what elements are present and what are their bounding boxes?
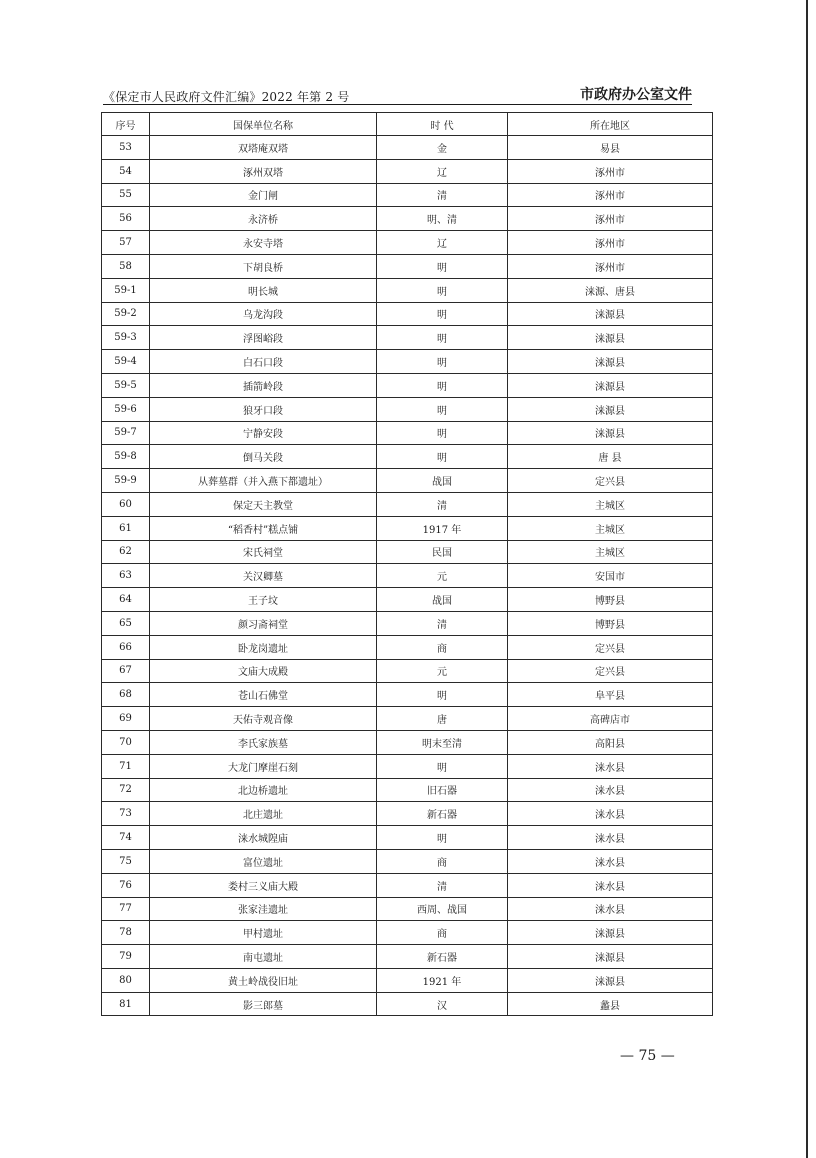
cell-number: 70 xyxy=(102,730,150,754)
cell-location: 涞水县 xyxy=(508,897,713,921)
table-row xyxy=(102,445,713,469)
cell-number: 72 xyxy=(102,778,150,802)
header-rule xyxy=(103,104,692,105)
cell-number: 53 xyxy=(102,136,150,160)
table-row xyxy=(102,516,713,540)
table-row xyxy=(102,397,713,421)
table-row xyxy=(102,659,713,683)
table-row xyxy=(102,588,713,612)
cell-number: 69 xyxy=(102,707,150,731)
cell-site-name: 乌龙沟段 xyxy=(150,302,377,326)
table-row xyxy=(102,207,713,231)
cell-era: 辽 xyxy=(377,159,508,183)
table-row xyxy=(102,159,713,183)
cell-location: 定兴县 xyxy=(508,635,713,659)
table-row xyxy=(102,897,713,921)
table-row xyxy=(102,754,713,778)
table-row xyxy=(102,183,713,207)
cell-number: 65 xyxy=(102,611,150,635)
page-edge-line xyxy=(806,0,808,1158)
cell-number: 57 xyxy=(102,231,150,255)
cell-number: 59-1 xyxy=(102,278,150,302)
table-row xyxy=(102,683,713,707)
cell-site-name: 富位遗址 xyxy=(150,849,377,873)
cell-location: 高碑店市 xyxy=(508,707,713,731)
cell-number: 59-4 xyxy=(102,350,150,374)
cell-era: 西周、战国 xyxy=(377,897,508,921)
cell-site-name: 张家洼遗址 xyxy=(150,897,377,921)
cell-era: 清 xyxy=(377,873,508,897)
cell-era: 清 xyxy=(377,183,508,207)
cell-location: 高阳县 xyxy=(508,730,713,754)
cell-location: 涞源县 xyxy=(508,968,713,992)
cell-era: 明 xyxy=(377,302,508,326)
cell-number: 54 xyxy=(102,159,150,183)
cell-site-name: 宋氏祠堂 xyxy=(150,540,377,564)
page-number: — 75 — xyxy=(620,1048,675,1064)
cell-era: 元 xyxy=(377,564,508,588)
table-row xyxy=(102,492,713,516)
cell-location: 博野县 xyxy=(508,588,713,612)
publication-title: 《保定市人民政府文件汇编》2022 年第 2 号 xyxy=(103,90,350,104)
cell-number: 59-2 xyxy=(102,302,150,326)
column-header-location: 所在地区 xyxy=(508,113,713,136)
cell-location: 涞水县 xyxy=(508,873,713,897)
cell-era: 1921 年 xyxy=(377,968,508,992)
table-row xyxy=(102,350,713,374)
cell-era: 明 xyxy=(377,326,508,350)
cell-location: 安国市 xyxy=(508,564,713,588)
table-row xyxy=(102,778,713,802)
cell-location: 涿州市 xyxy=(508,254,713,278)
table-row xyxy=(102,564,713,588)
table-row xyxy=(102,873,713,897)
cell-site-name: 影三郎墓 xyxy=(150,992,377,1016)
table-header-row xyxy=(102,113,713,136)
table-row xyxy=(102,968,713,992)
table-row xyxy=(102,469,713,493)
cell-era: 清 xyxy=(377,492,508,516)
cell-era: 辽 xyxy=(377,231,508,255)
cell-era: 旧石器 xyxy=(377,778,508,802)
cell-era: 明 xyxy=(377,350,508,374)
cell-location: 涞源县 xyxy=(508,350,713,374)
cell-era: 明 xyxy=(377,421,508,445)
table-row xyxy=(102,136,713,160)
cell-site-name: 娄村三义庙大殿 xyxy=(150,873,377,897)
cell-number: 59-3 xyxy=(102,326,150,350)
cell-number: 73 xyxy=(102,802,150,826)
table-row xyxy=(102,992,713,1016)
cell-site-name: 天佑寺观音像 xyxy=(150,707,377,731)
cell-era: 金 xyxy=(377,136,508,160)
cell-location: 涿州市 xyxy=(508,159,713,183)
cell-site-name: 涿州双塔 xyxy=(150,159,377,183)
cell-era: 商 xyxy=(377,921,508,945)
cell-site-name: 金门闸 xyxy=(150,183,377,207)
cell-number: 74 xyxy=(102,826,150,850)
cell-location: 涞源县 xyxy=(508,421,713,445)
cell-era: 明 xyxy=(377,278,508,302)
cell-site-name: 明长城 xyxy=(150,278,377,302)
cell-era: 明 xyxy=(377,754,508,778)
cell-number: 67 xyxy=(102,659,150,683)
cell-location: 主城区 xyxy=(508,540,713,564)
cell-site-name: 插箭岭段 xyxy=(150,373,377,397)
cell-site-name: 文庙大成殿 xyxy=(150,659,377,683)
cell-number: 68 xyxy=(102,683,150,707)
cell-number: 59-5 xyxy=(102,373,150,397)
document-category: 市政府办公室文件 xyxy=(580,87,692,103)
cell-location: 涞源县 xyxy=(508,921,713,945)
cell-site-name: 甲村遗址 xyxy=(150,921,377,945)
cell-era: 战国 xyxy=(377,588,508,612)
table-row xyxy=(102,254,713,278)
cell-number: 71 xyxy=(102,754,150,778)
cell-site-name: 涞水城隍庙 xyxy=(150,826,377,850)
cell-number: 79 xyxy=(102,945,150,969)
table-row xyxy=(102,707,713,731)
cell-location: 涿州市 xyxy=(508,183,713,207)
cell-number: 59-8 xyxy=(102,445,150,469)
cell-era: 明、清 xyxy=(377,207,508,231)
cell-number: 64 xyxy=(102,588,150,612)
cell-number: 77 xyxy=(102,897,150,921)
cell-location: 定兴县 xyxy=(508,469,713,493)
table-body xyxy=(102,136,713,1016)
cell-site-name: 下胡良桥 xyxy=(150,254,377,278)
table-row xyxy=(102,326,713,350)
cell-location: 涞水县 xyxy=(508,826,713,850)
cell-number: 81 xyxy=(102,992,150,1016)
cell-site-name: 苍山石佛堂 xyxy=(150,683,377,707)
cell-era: 战国 xyxy=(377,469,508,493)
cell-site-name: 南屯遗址 xyxy=(150,945,377,969)
cell-site-name: 双塔庵双塔 xyxy=(150,136,377,160)
cell-site-name: 北庄遗址 xyxy=(150,802,377,826)
cell-number: 56 xyxy=(102,207,150,231)
cell-location: 涞水县 xyxy=(508,802,713,826)
cell-site-name: “稻香村”糕点铺 xyxy=(150,516,377,540)
cell-location: 涞源县 xyxy=(508,373,713,397)
cell-location: 涿州市 xyxy=(508,207,713,231)
cell-site-name: 白石口段 xyxy=(150,350,377,374)
cell-era: 元 xyxy=(377,659,508,683)
cell-number: 58 xyxy=(102,254,150,278)
cell-era: 明 xyxy=(377,826,508,850)
table-row xyxy=(102,231,713,255)
column-header-era: 时 代 xyxy=(377,113,508,136)
table-row xyxy=(102,540,713,564)
cell-number: 63 xyxy=(102,564,150,588)
cell-location: 主城区 xyxy=(508,516,713,540)
cell-site-name: 永安寺塔 xyxy=(150,231,377,255)
cell-era: 民国 xyxy=(377,540,508,564)
cell-site-name: 李氏家族墓 xyxy=(150,730,377,754)
column-header-number: 序号 xyxy=(102,113,150,136)
cell-location: 涞水县 xyxy=(508,778,713,802)
cell-site-name: 保定天主教堂 xyxy=(150,492,377,516)
cell-location: 涞源县 xyxy=(508,945,713,969)
cell-site-name: 从葬墓群（并入燕下都遗址） xyxy=(150,469,377,493)
table-row xyxy=(102,921,713,945)
cell-site-name: 永济桥 xyxy=(150,207,377,231)
cell-era: 明 xyxy=(377,254,508,278)
cell-location: 阜平县 xyxy=(508,683,713,707)
cell-era: 清 xyxy=(377,611,508,635)
cell-number: 59-7 xyxy=(102,421,150,445)
cell-number: 80 xyxy=(102,968,150,992)
cell-number: 78 xyxy=(102,921,150,945)
table-row xyxy=(102,826,713,850)
cell-site-name: 狼牙口段 xyxy=(150,397,377,421)
cell-era: 明 xyxy=(377,445,508,469)
cell-number: 62 xyxy=(102,540,150,564)
cell-location: 涞水县 xyxy=(508,754,713,778)
cell-location: 涞源、唐县 xyxy=(508,278,713,302)
cell-era: 商 xyxy=(377,635,508,659)
cell-location: 涞源县 xyxy=(508,326,713,350)
table-row xyxy=(102,635,713,659)
cell-number: 59-9 xyxy=(102,469,150,493)
cell-number: 76 xyxy=(102,873,150,897)
cell-location: 博野县 xyxy=(508,611,713,635)
cell-era: 新石器 xyxy=(377,802,508,826)
column-header-site-name: 国保单位名称 xyxy=(150,113,377,136)
cell-location: 涿州市 xyxy=(508,231,713,255)
cell-era: 明 xyxy=(377,683,508,707)
cell-location: 唐 县 xyxy=(508,445,713,469)
cell-era: 明 xyxy=(377,373,508,397)
cell-number: 75 xyxy=(102,849,150,873)
cell-location: 涞源县 xyxy=(508,302,713,326)
cell-site-name: 北边桥遗址 xyxy=(150,778,377,802)
cell-number: 60 xyxy=(102,492,150,516)
table-row xyxy=(102,802,713,826)
heritage-sites-table xyxy=(101,112,713,1016)
table-row xyxy=(102,611,713,635)
cell-location: 主城区 xyxy=(508,492,713,516)
cell-number: 55 xyxy=(102,183,150,207)
cell-location: 涞源县 xyxy=(508,397,713,421)
table-row xyxy=(102,945,713,969)
cell-site-name: 倒马关段 xyxy=(150,445,377,469)
cell-site-name: 关汉卿墓 xyxy=(150,564,377,588)
cell-era: 明 xyxy=(377,397,508,421)
cell-site-name: 颜习斋祠堂 xyxy=(150,611,377,635)
cell-site-name: 浮图峪段 xyxy=(150,326,377,350)
cell-era: 明末至清 xyxy=(377,730,508,754)
cell-location: 蠡县 xyxy=(508,992,713,1016)
cell-site-name: 宁静安段 xyxy=(150,421,377,445)
table-row xyxy=(102,302,713,326)
cell-site-name: 黄土岭战役旧址 xyxy=(150,968,377,992)
table-row xyxy=(102,421,713,445)
table-row xyxy=(102,278,713,302)
cell-era: 1917 年 xyxy=(377,516,508,540)
cell-era: 商 xyxy=(377,849,508,873)
cell-location: 涞水县 xyxy=(508,849,713,873)
table-row xyxy=(102,849,713,873)
cell-location: 易县 xyxy=(508,136,713,160)
table-row xyxy=(102,373,713,397)
cell-number: 59-6 xyxy=(102,397,150,421)
cell-era: 新石器 xyxy=(377,945,508,969)
cell-site-name: 大龙门摩崖石刻 xyxy=(150,754,377,778)
cell-site-name: 王子坟 xyxy=(150,588,377,612)
table-row xyxy=(102,730,713,754)
cell-number: 66 xyxy=(102,635,150,659)
cell-number: 61 xyxy=(102,516,150,540)
cell-site-name: 卧龙岗遗址 xyxy=(150,635,377,659)
cell-era: 唐 xyxy=(377,707,508,731)
cell-location: 定兴县 xyxy=(508,659,713,683)
page-header xyxy=(103,84,692,104)
cell-era: 汉 xyxy=(377,992,508,1016)
